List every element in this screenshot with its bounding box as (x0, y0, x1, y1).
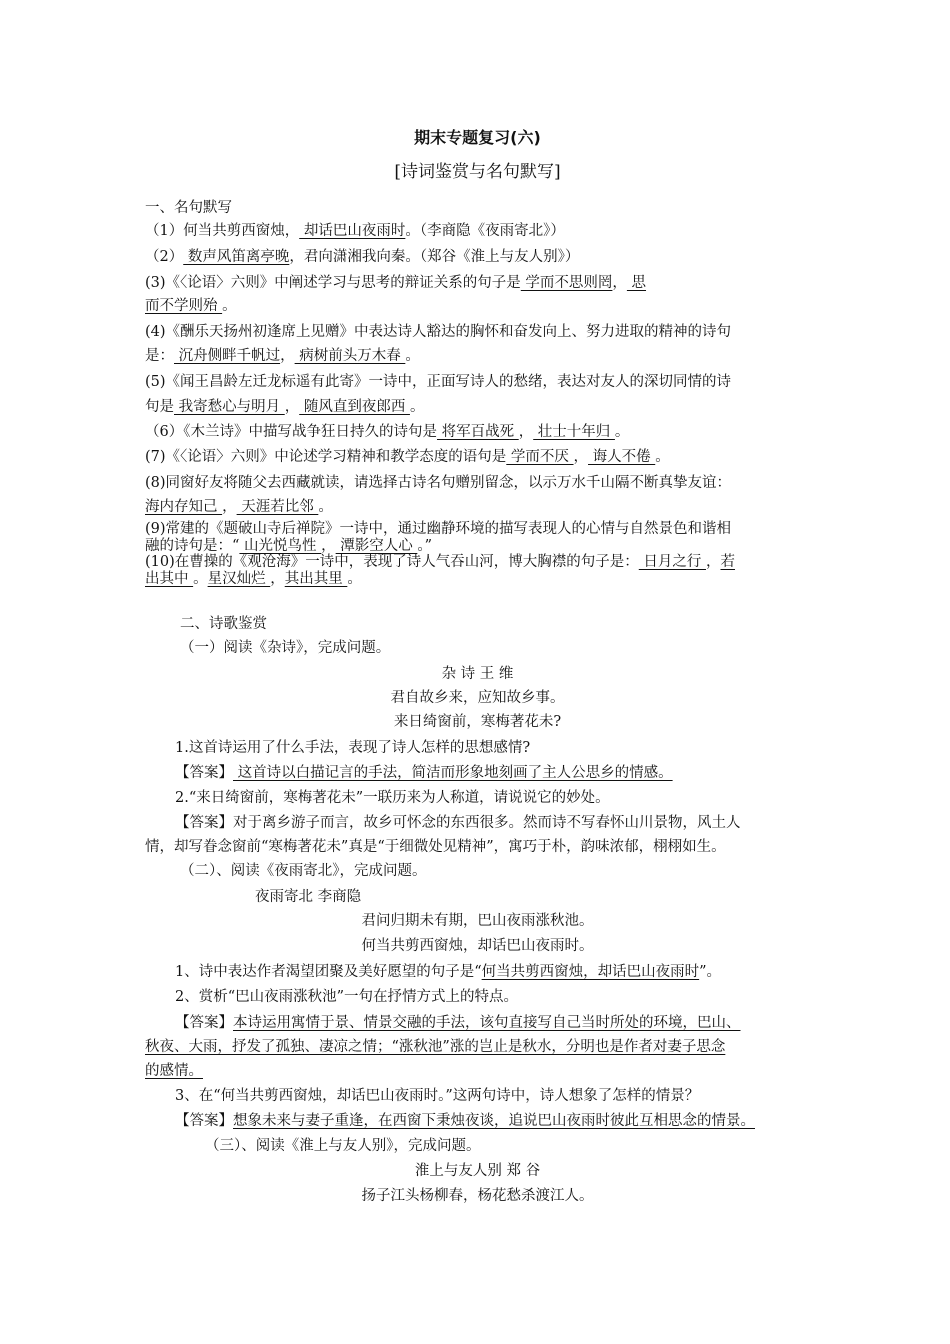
part1-question-1: 1.这首诗运用了什么手法，表现了诗人怎样的思想感情? (175, 740, 531, 756)
answer-blank: 而不学则殆 (145, 298, 223, 314)
answer-blank: 山光悦鸟性 (239, 538, 322, 554)
recitation-line-8: (8)同窗好友将随父去西藏就读，请选择古诗名句赠别留念，以示万水千山隔不断真挚友谊： (145, 475, 732, 491)
section1-heading: 一、名句默写 (145, 200, 232, 216)
part3-prompt: （三）、阅读《淮上与友人别》，完成问题。 (205, 1138, 481, 1154)
part2-answer-3: 【答案】想象未来与妻子重逢，在西窗下秉烛夜谈，追说巴山夜雨时彼此互相思念的情景。 (175, 1113, 755, 1129)
poem1-line-1: 君自故乡来，应知故乡事。 (390, 690, 565, 706)
part2-question-3: 3、在“何当共剪西窗烛，却话巴山夜雨时。”这两句诗中，诗人想象了怎样的情景？ (175, 1088, 700, 1104)
recitation-line-5: (5)《闻王昌龄左迁龙标遥有此寄》一诗中，正面写诗人的愁绪，表达对友人的深切同情的诗 (145, 374, 732, 390)
recitation-line-10: (10)在曹操的《观沧海》一诗中，表现了诗人气吞山河，博大胸襟的句子是： 日月之行 ，若 (145, 554, 735, 570)
answer-blank: 潭影空人心 (335, 538, 418, 554)
answer-blank: 日月之行 (638, 554, 706, 570)
poem3-title: 淮上与友人别 郑 谷 (414, 1163, 541, 1179)
answer-blank: 若 (720, 554, 735, 570)
page-title: 期末专题复习(六) (414, 128, 541, 147)
part2-answer-2: 【答案】本诗运用寓情于景、情景交融的手法，该句直接写自己当时所处的环境，巴山、 (175, 1015, 741, 1031)
part1-prompt: （一）阅读《杂诗》，完成问题。 (180, 640, 391, 656)
recitation-line-9-cont: 融的诗句是：“ 山光悦鸟性 ， 潭影空人心 。” (145, 538, 433, 554)
recitation-line-8-cont: 海内存知己 ， 天涯若比邻 。 (145, 499, 333, 515)
answer-blank: 学而不厌 (506, 449, 574, 465)
part1-answer-2: 【答案】对于离乡游子而言，故乡可怀念的东西很多。然而诗不写春怀山川景物，风土人 (175, 815, 741, 831)
answer-blank: 我寄愁心与明月 (174, 399, 285, 415)
answer-blank: 壮士十年归 (533, 424, 615, 440)
recitation-line-3-cont: 而不学则殆 。 (145, 298, 237, 314)
answer-blank: 学而不思则罔 (520, 275, 613, 291)
recitation-line-1: （1）何当共剪西窗烛， 却话巴山夜雨时。（李商隐《夜雨寄北》） (145, 223, 565, 239)
poem1-line-2: 来日绮窗前，寒梅著花未? (393, 714, 562, 730)
recitation-line-7: (7)《〈论语〉六则》中论述学习精神和教学态度的语句是 学而不厌 ， 诲人不倦 。 (145, 449, 670, 465)
part2-question-1: 1、诗中表达作者渴望团聚及美好愿望的句子是“何当共剪西窗烛，却话巴山夜雨时”。 (175, 964, 722, 980)
page-subtitle: [诗词鉴赏与名句默写] (394, 162, 561, 182)
recitation-line-5-cont: 句是 我寄愁心与明月 ， 随风直到夜郎西 。 (145, 399, 425, 415)
answer-blank: 诲人不倦 (588, 449, 656, 465)
poem1-title: 杂 诗 王 维 (441, 666, 514, 682)
recitation-line-2: （2） 数声风笛离亭晚，君向潇湘我向秦。（郑谷《淮上与友人别》） (145, 249, 580, 265)
answer-blank: 星汉灿烂 (207, 571, 271, 587)
answer-blank: 随风直到夜郎西 (299, 399, 410, 415)
poem3-line-1: 扬子江头杨柳春，杨花愁杀渡江人。 (361, 1188, 594, 1204)
part2-prompt: （二）、阅读《夜雨寄北》，完成问题。 (180, 863, 427, 879)
answer-blank: 沉舟侧畔千帆过 (174, 348, 281, 364)
answer-blank: 将军百战死 (436, 424, 519, 440)
poem2-line-2: 何当共剪西窗烛，却话巴山夜雨时。 (361, 938, 594, 954)
answer-blank: 天涯若比邻 (236, 499, 319, 515)
recitation-line-6: （6）《木兰诗》中描写战争狂日持久的诗句是 将军百战死 ， 壮士十年归 。 (145, 424, 630, 440)
answer-blank: 其出其里 (284, 571, 348, 587)
poem2-title: 夜雨寄北 李商隐 (255, 889, 362, 905)
recitation-line-9: (9)常建的《题破山寺后禅院》一诗中，通过幽静环境的描写表现人的心情与自然景色和谐相 (145, 521, 732, 537)
part2-question-2: 2、赏析“巴山夜雨涨秋池”一句在抒情方式上的特点。 (175, 989, 519, 1005)
answer-blank: 数声风笛离亭晚 (183, 249, 290, 265)
recitation-line-3: (3)《〈论语〉六则》中阐述学习与思考的辩证关系的句子是 学而不思则罔， 思 (145, 275, 647, 291)
poem2-line-1: 君问归期未有期，巴山夜雨涨秋池。 (361, 913, 594, 929)
recitation-line-4-cont: 是： 沉舟侧畔千帆过， 病树前头万木春 。 (145, 348, 420, 364)
part1-answer-1: 【答案】 这首诗以白描记言的手法，简洁而形象地刻画了主人公思乡的情感。 (175, 765, 673, 781)
part2-answer-2-cont2: 的感情。 (145, 1063, 203, 1079)
answer-blank: 却话巴山夜雨时 (299, 223, 406, 239)
answer-blank: 思 (626, 275, 647, 291)
answer-blank: 出其中 (145, 571, 194, 587)
part1-question-2: 2.“来日绮窗前，寒梅著花未”一联历来为人称道，请说说它的妙处。 (175, 790, 610, 806)
answer-blank: 海内存知己 (145, 499, 223, 515)
recitation-line-4: (4)《酬乐天扬州初逢席上见赠》中表达诗人豁达的胸怀和奋发向上、努力进取的精神的诗句 (145, 324, 732, 340)
part2-answer-2-cont: 秋夜、大雨，抒发了孤独、凄凉之情；“涨秋池”涨的岂止是秋水，分明也是作者对妻子思念 (145, 1039, 726, 1055)
part1-answer-2-cont: 情，却写眷念窗前“寒梅著花未”真是“于细微处见精神”，寓巧于朴，韵味浓郁，栩栩如生。 (145, 839, 726, 855)
answer-blank: 病树前头万木春 (294, 348, 406, 364)
section2-heading: 二、诗歌鉴赏 (180, 616, 267, 632)
recitation-line-10-cont: 出其中 。星汉灿烂 ，其出其里 。 (145, 571, 362, 587)
